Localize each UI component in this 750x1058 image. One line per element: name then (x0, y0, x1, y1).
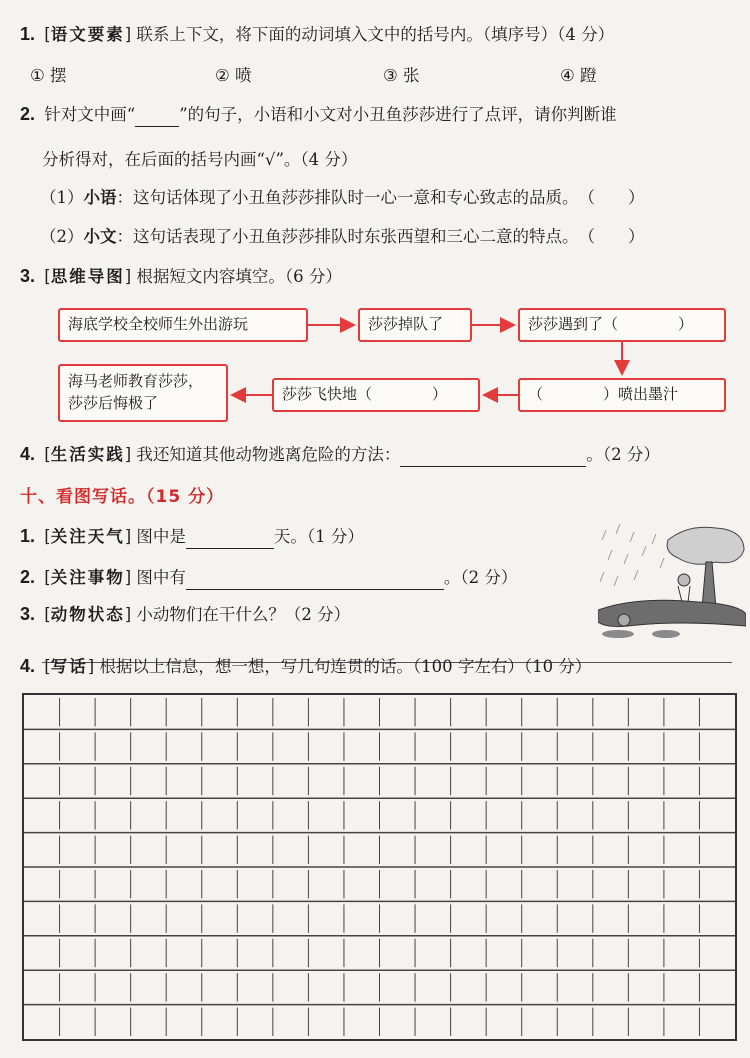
question-2-line-2: 分析得对，在后面的括号内画“√”。（4 分） (42, 150, 358, 169)
writing-grid[interactable] (22, 693, 737, 1041)
picture-question-1: 1. [关注天气] 图中是 天。（1 分） (20, 524, 364, 549)
picture-question-2: 2. [关注事物] 图中有 。（2 分） (20, 565, 517, 590)
mindmap-box-6: 海马老师教育莎莎， 莎莎后悔极了 (58, 364, 228, 422)
mindmap-arrows (0, 0, 750, 480)
mindmap-box-4[interactable]: （ ）喷出墨汁 (518, 378, 726, 412)
answer-blank[interactable] (186, 530, 274, 549)
mindmap-box-1: 海底学校全校师生外出游玩 (58, 308, 308, 342)
question-number: 4. (20, 656, 36, 676)
question-text: 根据短文内容填空。（6 分） (136, 267, 342, 286)
question-4: 4. [生活实践] 我还知道其他动物逃离危险的方法： 。（2 分） (20, 442, 660, 467)
question-text: 联系上下文，将下面的动词填入文中的括号内。（填序号）（4 分） (136, 25, 615, 44)
question-tag: 关注天气 (50, 527, 125, 546)
question-number: 3. (20, 266, 36, 286)
question-tag: 关注事物 (50, 568, 125, 587)
option-1: ① 摆 (30, 66, 67, 85)
question-number: 4. (20, 444, 36, 464)
answer-blank[interactable] (400, 448, 586, 467)
question-number: 1. (20, 24, 36, 44)
question-tag: 思维导图 (50, 267, 125, 286)
picture-question-3: 3. [动物状态] 小动物们在干什么？（2 分） (20, 604, 351, 624)
question-number: 1. (20, 526, 36, 546)
answer-blank[interactable] (186, 571, 444, 590)
question-tag: 生活实践 (50, 445, 125, 464)
speaker-name: 小文 (83, 227, 117, 246)
answer-parentheses[interactable]: （ ） (578, 188, 645, 207)
question-text: 我还知道其他动物逃离危险的方法： (136, 445, 401, 464)
option-2: ② 喷 (215, 66, 252, 85)
rain-frog-illustration (598, 522, 746, 638)
question-tag: 写话 (50, 657, 88, 676)
speaker-name: 小语 (83, 188, 117, 207)
option-3: ③ 张 (383, 66, 420, 85)
picture-question-4: 4. [写话] 根据以上信息，想一想，写几句连贯的话。（100 字左右）（10 分） (20, 656, 592, 676)
question-number: 2. (20, 567, 36, 587)
question-number: 2. (20, 104, 36, 124)
question-number: 3. (20, 604, 36, 624)
question-3: 3. [思维导图] 根据短文内容填空。（6 分） (20, 266, 342, 286)
mindmap-box-5[interactable]: 莎莎飞快地（ ） (272, 378, 480, 412)
option-4: ④ 蹬 (560, 66, 597, 85)
mindmap-box-3[interactable]: 莎莎遇到了（ ） (518, 308, 726, 342)
question-2: 2. 针对文中画“ ”的句子，小语和小文对小丑鱼莎莎进行了点评，请你判断谁 (20, 102, 617, 127)
mindmap-box-2: 莎莎掉队了 (358, 308, 472, 342)
writing-grid-lines (24, 695, 735, 1039)
question-tag: 语文要素 (50, 25, 125, 44)
answer-parentheses[interactable]: （ ） (578, 227, 645, 246)
section-title: 十、看图写话。（15 分） (20, 487, 225, 507)
question-1: 1. [语文要素] 联系上下文，将下面的动词填入文中的括号内。（填序号）（4 分） (20, 24, 615, 44)
question-tag: 动物状态 (50, 605, 125, 624)
judge-item-2: （2）小文：这句话表现了小丑鱼莎莎排队时东张西望和三心二意的特点。（ ） (40, 225, 645, 249)
judge-item-1: （1）小语：这句话体现了小丑鱼莎莎排队时一心一意和专心致志的品质。（ ） (40, 186, 645, 210)
